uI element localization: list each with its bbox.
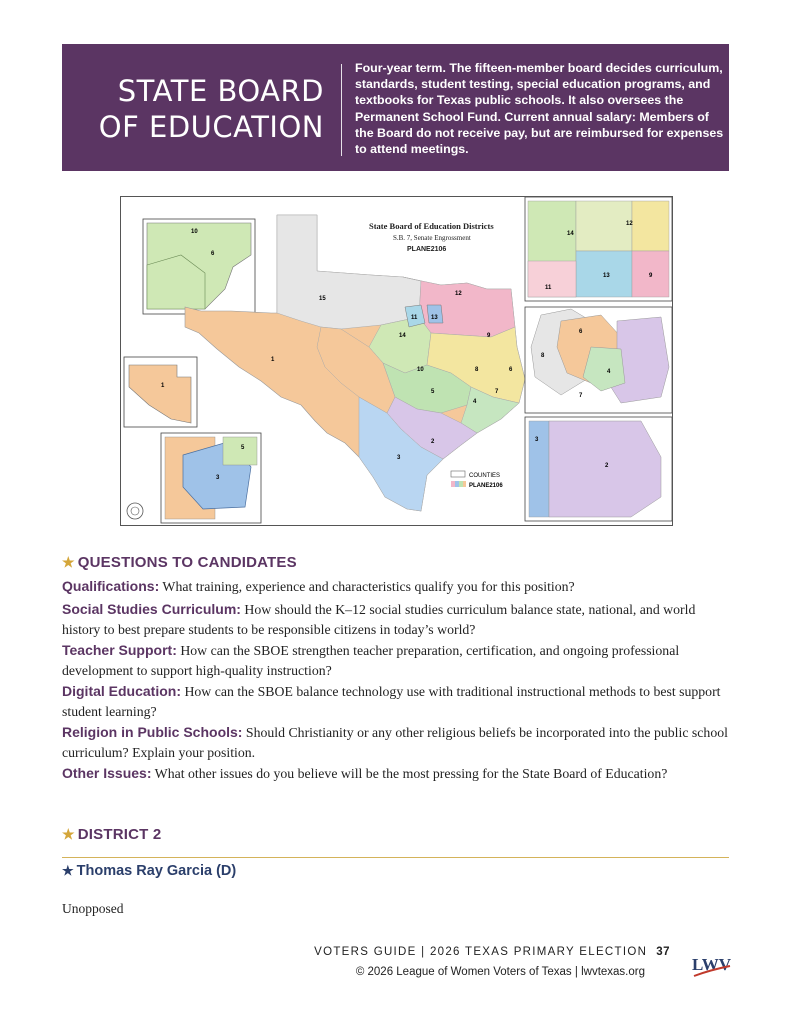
- footer-copyright-line: [240, 966, 645, 978]
- map-legend: [451, 471, 503, 489]
- office-title: [62, 73, 324, 145]
- footer-sep: |: [421, 946, 426, 958]
- map-label-14: 14: [399, 333, 406, 339]
- seal-icon: [127, 503, 143, 519]
- star-icon: ★: [62, 863, 74, 878]
- district-heading-text: DISTRICT 2: [77, 826, 162, 843]
- question-digital-education: [62, 682, 730, 721]
- inset-bexar-d5: [223, 437, 257, 465]
- map-label-6: 6: [509, 367, 513, 373]
- district-heading: [62, 826, 161, 843]
- footer-copyright: © 2026 League of Women Voters of Texas: [355, 966, 572, 978]
- question-label: Digital Education:: [62, 683, 181, 699]
- office-title-line1: STATE BOARD: [117, 74, 324, 108]
- footer-site: lwvtexas.org: [581, 966, 645, 978]
- header-divider: [341, 64, 342, 156]
- questions-heading: [62, 554, 297, 571]
- inset-label-bexar-3: 3: [216, 475, 220, 481]
- question-text: How can the SBOE strengthen teacher preparation, certification, and ongoing professional development to support high-quality instruction?: [62, 643, 680, 678]
- inset-label-bexar-5: 5: [241, 445, 245, 451]
- inset-label-11: 11: [545, 285, 552, 291]
- footer-guide: VOTERS GUIDE: [314, 946, 417, 958]
- inset-label-10: 10: [191, 229, 198, 235]
- inset-dfw-d11: [528, 261, 576, 297]
- map-label-3: 3: [397, 455, 401, 461]
- question-religion: [62, 723, 730, 762]
- map-plan: PLANE2106: [407, 246, 447, 253]
- footer-election: 2026 TEXAS PRIMARY ELECTION: [429, 946, 648, 958]
- inset-label-14: 14: [567, 231, 574, 237]
- inset-dfw-d14b: [576, 201, 632, 251]
- inset-label-houston-4: 4: [607, 369, 611, 375]
- star-icon: ★: [62, 826, 75, 842]
- candidate-status: Unopposed: [62, 901, 124, 916]
- office-description: Four-year term. The fifteen-member board decides curriculum, standards, student testing, special education programs, and textbooks for Texas public schools. It also oversees the Permanent School Fund. Current annual salary: Members of the Board do not receive pay, but are reimbursed for expenses to attend meetings.: [355, 61, 724, 157]
- svg-text:LWV: LWV: [692, 955, 732, 974]
- legend-counties: COUNTIES: [469, 473, 501, 479]
- footer-sep: |: [574, 966, 578, 978]
- inset-southtx-d2: [549, 421, 661, 517]
- footer-guide-line: [240, 946, 670, 958]
- question-label: Other Issues:: [62, 765, 152, 781]
- map-label-11: 11: [411, 315, 418, 321]
- inset-label-13: 13: [603, 273, 610, 279]
- map-label-2: 2: [431, 439, 435, 445]
- star-icon: ★: [62, 554, 75, 570]
- map-label-12: 12: [455, 291, 462, 297]
- map-subtitle: S.B. 7, Senate Engrossment: [393, 234, 471, 242]
- map-label-4: 4: [473, 399, 477, 405]
- district-map-graphic: [121, 197, 672, 525]
- map-label-5: 5: [431, 389, 435, 395]
- office-title-line2: OF EDUCATION: [98, 110, 324, 144]
- map-title: State Board of Education Districts: [369, 221, 494, 231]
- question-label: Teacher Support:: [62, 642, 177, 658]
- question-label: Social Studies Curriculum:: [62, 601, 241, 617]
- question-other-issues: [62, 764, 730, 784]
- questions-heading-text: QUESTIONS TO CANDIDATES: [77, 554, 297, 571]
- map-label-8: 8: [475, 367, 479, 373]
- inset-label-9: 9: [649, 273, 653, 279]
- district-map: [120, 196, 673, 526]
- inset-label-elpaso-1: 1: [161, 383, 165, 389]
- question-label: Qualifications:: [62, 578, 160, 594]
- inset-label-houston-8: 8: [541, 353, 545, 359]
- question-text: How should the K–12 social studies curriculum balance state, national, and world history to best prepare students to be responsible citizens in today’s world?: [62, 602, 696, 637]
- inset-southtx-d3: [529, 421, 549, 517]
- inset-label-12: 12: [626, 221, 633, 227]
- inset-label-houston-7: 7: [579, 393, 583, 399]
- map-label-15: 15: [319, 296, 326, 302]
- question-text: What other issues do you believe will be the most pressing for the State Board of Education?: [151, 766, 668, 781]
- inset-label-houston-6: 6: [579, 329, 583, 335]
- lwv-logo-icon: [690, 950, 732, 982]
- candidate-name: [62, 863, 236, 879]
- question-qualifications: [62, 577, 730, 597]
- map-label-7: 7: [495, 389, 499, 395]
- inset-dfw-d12: [632, 201, 669, 251]
- district-divider: [62, 857, 729, 858]
- inset-label-southtx-3: 3: [535, 437, 539, 443]
- office-header-banner: [62, 44, 729, 171]
- map-label-10: 10: [417, 367, 424, 373]
- candidate-name-text: Thomas Ray Garcia (D): [76, 863, 237, 879]
- question-label: Religion in Public Schools:: [62, 724, 243, 740]
- map-label-9: 9: [487, 333, 491, 339]
- map-label-1: 1: [271, 357, 275, 363]
- question-social-studies: [62, 600, 730, 639]
- question-text: What training, experience and characteristics qualify you for this position?: [159, 579, 575, 594]
- question-teacher-support: [62, 641, 730, 680]
- question-text: Should Christianity or any other religious beliefs be incorporated into the public school curriculum? Explain your position.: [62, 725, 728, 760]
- map-label-13: 13: [431, 315, 438, 321]
- inset-label-southtx-2: 2: [605, 463, 609, 469]
- legend-plan: PLANE2106: [469, 483, 503, 489]
- inset-label-6: 6: [211, 251, 215, 257]
- page-number: 37: [656, 946, 670, 958]
- question-text: How can the SBOE balance technology use with traditional instructional methods to best support student learning?: [62, 684, 721, 719]
